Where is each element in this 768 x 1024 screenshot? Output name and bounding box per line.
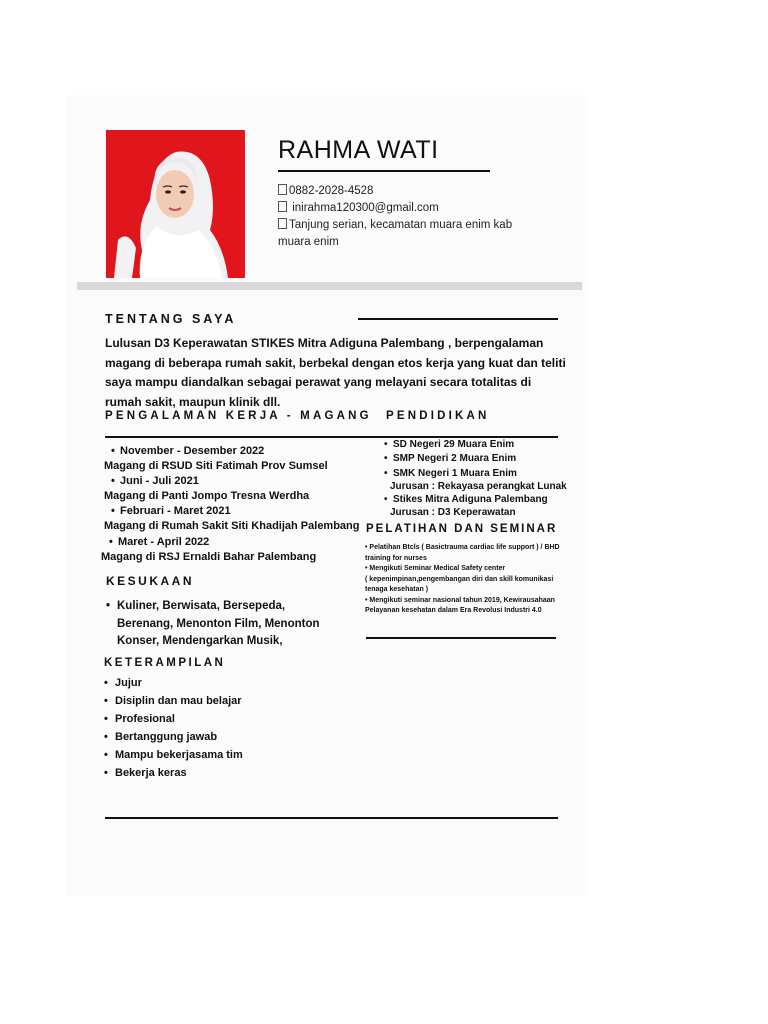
experience-place: Magang di RSJ Ernaldi Bahar Palembang [101, 551, 317, 563]
education-item-detail: Jurusan : Rekayasa perangkat Lunak [390, 481, 567, 492]
phone-line [278, 183, 373, 200]
hobbies-list [106, 598, 320, 651]
person-photo-icon [106, 130, 245, 278]
skills-title: KETERAMPILAN [104, 657, 226, 669]
about-text: Lulusan D3 Keperawatan STIKES Mitra Adiguna Palembang , berpengalaman magang di beberapa rumah sakit, berbekal dengan etos kerja yang kuat dan teliti saya mampu diandalkan sebagai perawat yang melayani secara totalitas di rumah sakit, maupun klinik dll. [105, 336, 566, 409]
training-rule [366, 637, 556, 639]
experience-period: • Februari - Maret 2021 [111, 505, 231, 517]
training-line: • Pelatihan Btcls ( Basictrauma cardiac life support ) / BHD [365, 544, 560, 551]
name-underline [278, 170, 490, 172]
address-line [278, 217, 512, 251]
address-line-2: muara enim [278, 236, 339, 248]
experience-place: Magang di RSUD Siti Fatimah Prov Sumsel [104, 460, 328, 472]
hobbies-line: Konser, Mendengarkan Musik, [117, 635, 283, 647]
education-item: • Stikes Mitra Adiguna Palembang [384, 494, 548, 505]
experience-rule [105, 436, 558, 438]
skill-item: • Disiplin dan mau belajar [104, 695, 242, 707]
skill-item: • Jujur [104, 677, 142, 689]
email-icon [278, 201, 287, 212]
experience-place: Magang di Rumah Sakit Siti Khadijah Palembang [104, 520, 360, 532]
education-item: • SMP Negeri 2 Muara Enim [384, 453, 516, 464]
experience-title: PENGALAMAN KERJA - MAGANG [105, 410, 372, 422]
training-title: PELATIHAN DAN SEMINAR [366, 523, 558, 535]
about-rule [358, 318, 558, 320]
education-title: PENDIDIKAN [386, 410, 490, 422]
experience-place: Magang di Panti Jompo Tresna Werdha [104, 490, 310, 502]
training-line: tenaga kesehatan ) [365, 586, 429, 593]
education-item-detail: Jurusan : D3 Keperawatan [390, 507, 516, 518]
phone-number: 0882-2028-4528 [289, 185, 374, 197]
skills-list [104, 677, 243, 785]
about-title: TENTANG SAYA [105, 312, 237, 326]
email-line [278, 200, 439, 217]
experience-period: • Juni - Juli 2021 [111, 475, 199, 487]
header-divider-band [77, 282, 582, 290]
skill-item: • Profesional [104, 713, 175, 725]
training-line: • Mengikuti Seminar Medical Safety center [365, 565, 506, 572]
profile-photo [106, 130, 245, 278]
hobbies-line: • Kuliner, Berwisata, Bersepeda, [106, 600, 286, 612]
training-line: Pelayanan kesehatan dalam Era Revolusi Industri 4.0 [365, 607, 542, 614]
training-line: ( kepenimpinan,pengembangan diri dan skill komunikasi [365, 575, 554, 583]
skill-item: • Bekerja keras [104, 767, 187, 779]
education-item: • SD Negeri 29 Muara Enim [384, 439, 514, 450]
skill-item: • Mampu bekerjasama tim [104, 749, 243, 761]
education-item: • SMK Negeri 1 Muara Enim [384, 468, 517, 479]
training-line: training for nurses [365, 554, 427, 562]
skill-item: • Bertanggung jawab [104, 731, 218, 743]
training-line: • Mengikuti seminar nasional tahun 2019, Kewirausahaan [365, 596, 555, 604]
phone-icon [278, 184, 287, 195]
training-list [365, 543, 575, 617]
hobbies-line: Berenang, Menonton Film, Menonton [117, 617, 320, 630]
address-line-1: Tanjung serian, kecamatan muara enim kab [289, 219, 513, 231]
footer-rule [105, 817, 558, 819]
email-address: inirahma120300@gmail.com [289, 202, 439, 214]
experience-period: • Maret - April 2022 [109, 536, 209, 548]
person-name: RAHMA WATI [278, 136, 439, 164]
hobbies-title: KESUKAAN [106, 574, 195, 588]
experience-period: • November - Desember 2022 [111, 445, 264, 457]
location-icon [278, 218, 287, 229]
